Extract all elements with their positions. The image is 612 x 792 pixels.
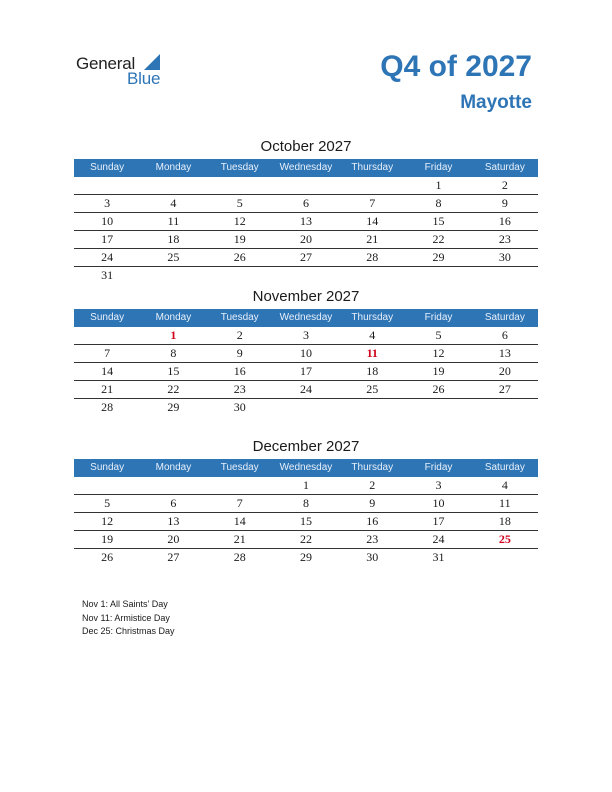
day-cell: 14 xyxy=(101,364,114,378)
weekday-header: Saturday xyxy=(484,312,525,323)
holiday-day-cell: 11 xyxy=(366,346,378,360)
day-cell xyxy=(472,267,538,284)
day-cell: 21 xyxy=(233,532,246,546)
day-cell: 7 xyxy=(104,346,111,360)
day-cell: 5 xyxy=(236,196,243,210)
day-cell: 15 xyxy=(299,514,312,528)
day-cell: 28 xyxy=(101,400,114,414)
weekday-header: Sunday xyxy=(90,462,125,473)
holiday-note: Nov 1: All Saints’ Day xyxy=(82,599,168,609)
week-row xyxy=(74,267,538,284)
weekday-header: Thursday xyxy=(351,462,394,473)
weekday-header: Sunday xyxy=(90,162,125,173)
week-row xyxy=(74,399,538,416)
country-subtitle: Mayotte xyxy=(460,92,532,113)
day-cell: 5 xyxy=(104,496,111,510)
day-cell: 18 xyxy=(498,514,511,528)
week-row xyxy=(74,363,538,381)
day-cell xyxy=(273,399,339,416)
week-row xyxy=(74,177,538,195)
weekday-header: Monday xyxy=(155,162,192,173)
month-title: December 2027 xyxy=(252,438,360,455)
day-cell: 12 xyxy=(432,346,445,360)
day-cell: 12 xyxy=(233,214,246,228)
day-cell xyxy=(472,549,538,566)
week-row xyxy=(74,249,538,267)
day-cell: 17 xyxy=(432,514,445,528)
day-cell: 3 xyxy=(302,328,309,342)
day-cell: 24 xyxy=(432,532,445,546)
day-cell: 23 xyxy=(233,382,246,396)
day-cell: 8 xyxy=(435,196,442,210)
day-cell: 2 xyxy=(236,328,243,342)
weekday-header: Wednesday xyxy=(279,162,333,173)
day-cell: 20 xyxy=(167,532,180,546)
generalblue-logo xyxy=(76,52,176,88)
weekday-header: Friday xyxy=(424,162,453,173)
day-cell: 25 xyxy=(366,382,379,396)
day-cell: 19 xyxy=(432,364,445,378)
day-cell: 22 xyxy=(432,232,445,246)
day-cell: 24 xyxy=(299,382,312,396)
day-cell xyxy=(207,177,273,194)
weekday-header: Thursday xyxy=(351,312,394,323)
day-cell: 8 xyxy=(302,496,309,510)
day-cell: 18 xyxy=(366,364,379,378)
day-cell: 1 xyxy=(435,178,442,192)
day-cell: 26 xyxy=(101,550,114,564)
weekday-header: Friday xyxy=(424,312,453,323)
logo-word-general: General xyxy=(76,54,136,73)
day-cell xyxy=(472,399,538,416)
day-cell: 11 xyxy=(499,496,511,510)
day-cell: 6 xyxy=(501,328,508,342)
weekday-header: Sunday xyxy=(90,312,125,323)
weekday-header: Tuesday xyxy=(220,312,259,323)
weekday-header: Monday xyxy=(155,312,192,323)
week-row xyxy=(74,327,538,345)
day-cell: 31 xyxy=(432,550,445,564)
day-cell xyxy=(74,477,140,494)
day-cell: 9 xyxy=(369,496,376,510)
weekday-header: Tuesday xyxy=(220,462,259,473)
day-cell xyxy=(207,477,273,494)
day-cell: 23 xyxy=(366,532,379,546)
day-cell: 21 xyxy=(101,382,114,396)
day-cell: 5 xyxy=(435,328,442,342)
day-cell: 28 xyxy=(233,550,246,564)
week-row xyxy=(74,495,538,513)
day-cell: 29 xyxy=(167,400,180,414)
day-cell: 14 xyxy=(366,214,379,228)
day-cell: 2 xyxy=(501,178,508,192)
calendar-december xyxy=(74,437,538,566)
day-cell: 19 xyxy=(233,232,246,246)
day-cell: 8 xyxy=(170,346,177,360)
day-cell: 30 xyxy=(366,550,379,564)
week-row xyxy=(74,195,538,213)
day-cell xyxy=(74,177,140,194)
day-cell: 1 xyxy=(302,478,309,492)
day-cell: 29 xyxy=(432,250,445,264)
day-cell xyxy=(74,327,140,344)
day-cell xyxy=(273,177,339,194)
day-cell: 16 xyxy=(366,514,379,528)
day-cell: 29 xyxy=(299,550,312,564)
day-cell: 4 xyxy=(501,478,508,492)
day-cell: 14 xyxy=(233,514,246,528)
day-cell: 21 xyxy=(366,232,379,246)
day-cell: 4 xyxy=(369,328,376,342)
day-cell: 7 xyxy=(236,496,243,510)
day-cell: 27 xyxy=(167,550,180,564)
day-cell: 10 xyxy=(101,214,114,228)
day-cell: 28 xyxy=(366,250,379,264)
day-cell: 3 xyxy=(104,196,111,210)
day-cell: 15 xyxy=(167,364,180,378)
day-cell xyxy=(339,399,405,416)
page-title: Q4 of 2027 xyxy=(380,50,532,83)
day-cell xyxy=(339,177,405,194)
day-cell: 26 xyxy=(432,382,445,396)
week-row xyxy=(74,345,538,363)
weekday-header: Tuesday xyxy=(220,162,259,173)
logo-triangle-icon xyxy=(138,54,160,70)
day-cell: 26 xyxy=(233,250,246,264)
week-row xyxy=(74,381,538,399)
day-cell: 16 xyxy=(233,364,246,378)
day-cell: 6 xyxy=(170,496,177,510)
day-cell: 4 xyxy=(170,196,177,210)
day-cell xyxy=(140,177,206,194)
month-title: November 2027 xyxy=(252,288,360,305)
day-cell xyxy=(140,477,206,494)
day-cell: 7 xyxy=(369,196,376,210)
day-cell: 9 xyxy=(501,196,508,210)
week-row xyxy=(74,549,538,566)
week-row xyxy=(74,531,538,549)
weekday-header: Monday xyxy=(155,462,192,473)
day-cell: 11 xyxy=(167,214,180,228)
day-cell: 30 xyxy=(498,250,511,264)
weekday-header: Thursday xyxy=(351,162,394,173)
day-cell: 19 xyxy=(101,532,114,546)
day-cell: 13 xyxy=(167,514,180,528)
day-cell: 18 xyxy=(167,232,180,246)
day-cell: 22 xyxy=(167,382,180,396)
day-cell xyxy=(339,267,405,284)
week-row xyxy=(74,477,538,495)
day-cell: 23 xyxy=(498,232,511,246)
month-title: October 2027 xyxy=(260,138,352,155)
day-cell: 17 xyxy=(101,232,114,246)
day-cell: 10 xyxy=(432,496,445,510)
day-cell xyxy=(207,267,273,284)
week-row xyxy=(74,213,538,231)
day-cell xyxy=(273,267,339,284)
day-cell: 20 xyxy=(299,232,312,246)
week-row xyxy=(74,513,538,531)
weekday-header: Wednesday xyxy=(279,462,333,473)
logo-word-blue: Blue xyxy=(127,69,161,88)
day-cell: 13 xyxy=(498,346,511,360)
weekday-header-row xyxy=(74,459,538,477)
weekday-header: Friday xyxy=(424,462,453,473)
day-cell: 9 xyxy=(236,346,243,360)
holiday-day-cell: 1 xyxy=(170,328,177,342)
week-row xyxy=(74,231,538,249)
day-cell xyxy=(405,399,471,416)
day-cell: 27 xyxy=(498,382,511,396)
holiday-note: Nov 11: Armistice Day xyxy=(82,612,170,623)
day-cell xyxy=(405,267,471,284)
day-cell: 3 xyxy=(435,478,442,492)
holiday-notes xyxy=(82,598,175,639)
day-cell: 20 xyxy=(498,364,511,378)
weekday-header-row xyxy=(74,159,538,177)
day-cell: 22 xyxy=(299,532,312,546)
weekday-header: Saturday xyxy=(484,162,525,173)
weekday-header-row xyxy=(74,309,538,327)
day-cell: 25 xyxy=(167,250,180,264)
holiday-note: Dec 25: Christmas Day xyxy=(82,626,175,636)
day-cell: 27 xyxy=(299,250,312,264)
day-cell xyxy=(140,267,206,284)
day-cell: 10 xyxy=(299,346,312,360)
day-cell: 13 xyxy=(299,214,312,228)
day-cell: 15 xyxy=(432,214,445,228)
day-cell: 24 xyxy=(101,250,114,264)
weekday-header: Wednesday xyxy=(279,312,333,323)
calendar-october xyxy=(74,137,538,284)
weekday-header: Saturday xyxy=(484,462,525,473)
day-cell: 12 xyxy=(101,514,114,528)
day-cell: 6 xyxy=(302,196,309,210)
day-cell: 2 xyxy=(369,478,376,492)
holiday-day-cell: 25 xyxy=(498,532,511,546)
day-cell: 17 xyxy=(299,364,312,378)
day-cell: 31 xyxy=(101,268,114,282)
day-cell: 16 xyxy=(498,214,511,228)
calendar-november xyxy=(74,287,538,416)
day-cell: 30 xyxy=(233,400,246,414)
